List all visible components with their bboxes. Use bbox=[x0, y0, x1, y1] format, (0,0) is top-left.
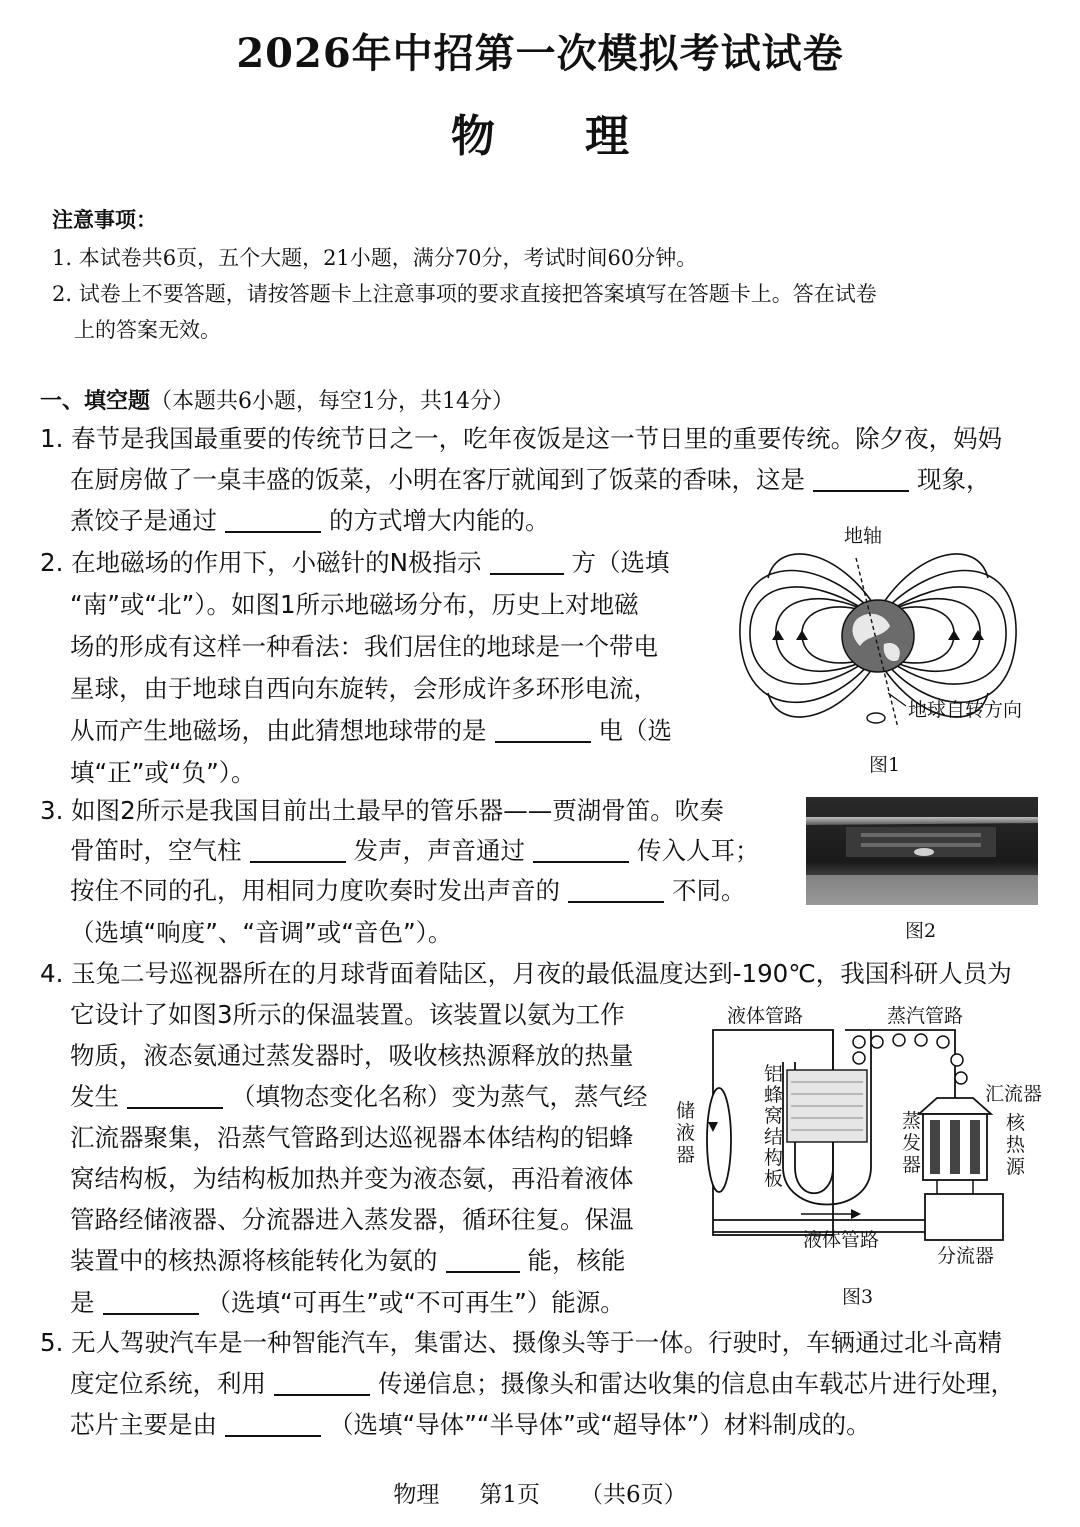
exam-title: 2026年中招第一次模拟考试试卷 bbox=[236, 30, 844, 77]
q4-text-d: 能，核能 bbox=[527, 1246, 626, 1275]
q2-line-4: 星球，由于地球自西向东旋转，会形成许多环形电流， bbox=[70, 674, 658, 703]
q3-text-d: 按住不同的孔，用相同力度吹奏时发出声音的 bbox=[70, 876, 560, 905]
vapor-bubble bbox=[955, 1072, 967, 1084]
q2-text-a: 2. 在地磁场的作用下，小磁针的N极指示 bbox=[40, 548, 482, 577]
arrow-icon bbox=[796, 630, 808, 640]
q2-text-c: 从而产生地磁场，由此猜想地球带的是 bbox=[70, 716, 487, 745]
q4-line-9 bbox=[70, 1282, 625, 1323]
fig3-honeycomb-label: 铝蜂窝结构板 bbox=[764, 1063, 784, 1190]
q4-line-6: 窝结构板，为结构板加热并变为液态氨，再沿着液体 bbox=[70, 1164, 634, 1193]
q4-line-8 bbox=[70, 1240, 626, 1281]
fig3-vapor-pipe: 蒸汽管路 bbox=[887, 1005, 964, 1027]
notice-item-1: 1. 本试卷共6页，五个大题，21小题，满分70分，考试时间60分钟。 bbox=[52, 246, 698, 270]
fig1-rotation-label: 地球自转方向 bbox=[908, 699, 1023, 721]
q2-line-2: “南”或“北”）。如图1所示地磁场分布，历史上对地磁 bbox=[70, 590, 639, 619]
q5-text-c: 芯片主要是由 bbox=[70, 1410, 217, 1439]
fig1-axis-label: 地轴 bbox=[844, 525, 883, 547]
q2-text-b: 方（选填 bbox=[571, 548, 670, 577]
q3-line-3 bbox=[70, 870, 746, 911]
q1-blank-2 bbox=[225, 507, 321, 534]
q5-line-3 bbox=[70, 1404, 871, 1445]
q3-text-e: 不同。 bbox=[672, 876, 746, 905]
fig3-evaporator-label: 蒸发器 bbox=[902, 1110, 922, 1176]
nuclear-source-rod bbox=[970, 1120, 980, 1174]
q5-blank-2 bbox=[225, 1411, 321, 1438]
fig3-nuclear-source-label: 核热源 bbox=[1006, 1112, 1026, 1178]
section-1-note: （本题共6小题，每空1分，共14分） bbox=[150, 389, 515, 414]
q1-text-d: 的方式增大内能的。 bbox=[329, 506, 550, 535]
q3-text-c: 传入人耳； bbox=[637, 836, 760, 865]
collector bbox=[919, 1098, 991, 1114]
figure-1-caption: 图1 bbox=[869, 754, 901, 776]
q4-line-5: 汇流器聚集，沿蒸气管路到达巡视器本体结构的铝蜂 bbox=[70, 1123, 634, 1152]
q2-line-6: 填“正”或“负”）。 bbox=[70, 758, 256, 787]
fig3-liquid-pipe-bottom: 液体管路 bbox=[803, 1229, 880, 1251]
reservoir-tank bbox=[707, 1088, 731, 1192]
q4-text-a: 发生 bbox=[70, 1082, 119, 1111]
fig3-reservoir-label: 储液器 bbox=[676, 1100, 696, 1166]
notice-item-2-cont: 上的答案无效。 bbox=[74, 318, 221, 342]
vapor-bubble bbox=[853, 1052, 865, 1064]
fig3-splitter: 分流器 bbox=[937, 1245, 995, 1267]
q2-blank-1 bbox=[490, 549, 564, 576]
q5-text-b: 传递信息；摄像头和雷达收集的信息由车载芯片进行处理， bbox=[378, 1369, 1015, 1398]
q3-line-1: 3. 如图2所示是我国目前出土最早的管乐器——贾湖骨笛。吹奏 bbox=[40, 796, 724, 825]
q2-blank-2 bbox=[495, 717, 591, 744]
notice-heading: 注意事项： bbox=[52, 207, 157, 232]
subject-title: 物理 bbox=[451, 111, 719, 162]
q4-text-e: 是 bbox=[70, 1288, 95, 1317]
q4-line-3: 物质，液态氨通过蒸发器时，吸收核热源释放的热量 bbox=[70, 1041, 634, 1070]
q1-line-2 bbox=[70, 459, 991, 500]
fig3-liquid-pipe-top: 液体管路 bbox=[727, 1005, 804, 1027]
nuclear-source-rod bbox=[950, 1120, 960, 1174]
q1-blank-1 bbox=[813, 466, 909, 493]
q3-blank-3 bbox=[568, 877, 664, 904]
figure-1-geomagnetic-field bbox=[738, 518, 1028, 783]
q2-line-3: 场的形成有这样一种看法：我们居住的地球是一个带电 bbox=[70, 632, 658, 661]
figure-2-caption: 图2 bbox=[905, 920, 937, 942]
section-1-heading bbox=[40, 384, 514, 415]
q1-text-b: 现象， bbox=[917, 465, 991, 494]
q4-line-4 bbox=[70, 1076, 648, 1117]
vapor-bubble bbox=[937, 1036, 949, 1048]
q5-line-2 bbox=[70, 1363, 1015, 1404]
q5-text-d: （选填“导体”“半导体”或“超导体”）材料制成的。 bbox=[329, 1410, 871, 1439]
q4-line-1: 4. 玉兔二号巡视器所在的月球背面着陆区，月夜的最低温度达到-190℃，我国科研人员为 bbox=[40, 959, 1012, 988]
section-1-title: 一、填空题 bbox=[40, 388, 151, 414]
flow-arrow-icon bbox=[851, 1209, 861, 1219]
q3-line-2 bbox=[70, 830, 760, 871]
q5-blank-1 bbox=[274, 1370, 370, 1397]
label-leader bbox=[888, 693, 906, 706]
earth-globe bbox=[842, 600, 914, 672]
arrow-icon bbox=[772, 630, 784, 640]
q4-blank-1 bbox=[127, 1083, 223, 1110]
vapor-bubble bbox=[893, 1034, 905, 1046]
q5-text-a: 度定位系统，利用 bbox=[70, 1369, 266, 1398]
page-footer bbox=[0, 1476, 1080, 1509]
q4-text-c: 装置中的核热源将核能转化为氨的 bbox=[70, 1246, 438, 1275]
q4-line-2: 它设计了如图3所示的保温装置。该装置以氨为工作 bbox=[70, 1000, 625, 1029]
flute-stand-detail bbox=[861, 833, 981, 837]
q4-text-b: （填物态变化名称）变为蒸气，蒸气经 bbox=[231, 1082, 648, 1111]
q1-line-3 bbox=[70, 500, 550, 541]
flute-stand-light bbox=[914, 848, 934, 856]
q1-text-a: 在厨房做了一桌丰盛的饭菜，小明在客厅就闻到了饭菜的香味，这是 bbox=[70, 465, 805, 494]
q4-blank-3 bbox=[103, 1289, 199, 1316]
q4-blank-2 bbox=[446, 1247, 520, 1274]
q3-blank-2 bbox=[533, 837, 629, 864]
q5-line-1: 5. 无人驾驶汽车是一种智能汽车，集雷达、摄像头等于一体。行驶时，车辆通过北斗高精 bbox=[40, 1328, 1003, 1357]
notice-item-2: 2. 试卷上不要答题，请按答题卡上注意事项的要求直接把答案填写在答题卡上。答在试卷 bbox=[52, 282, 877, 306]
footer-subject: 物理 bbox=[393, 1482, 440, 1508]
q1-text-c: 煮饺子是通过 bbox=[70, 506, 217, 535]
fig3-collector: 汇流器 bbox=[985, 1083, 1043, 1105]
arrow-icon bbox=[948, 630, 960, 640]
q3-text-a: 骨笛时，空气柱 bbox=[70, 836, 242, 865]
figure-3-caption: 图3 bbox=[842, 1286, 874, 1308]
arrow-icon bbox=[972, 630, 984, 640]
vapor-bubble bbox=[871, 1036, 883, 1048]
q2-text-d: 电（选 bbox=[598, 716, 672, 745]
figure-2-bone-flute-photo bbox=[806, 797, 1038, 905]
q4-line-7: 管路经储液器、分流器进入蒸发器，循环往复。保温 bbox=[70, 1205, 634, 1234]
q4-text-f: （选填“可再生”或“不可再生”）能源。 bbox=[206, 1288, 625, 1317]
footer-total: （共6页） bbox=[580, 1482, 687, 1508]
flute-stand-detail bbox=[861, 843, 981, 847]
footer-page: 第1页 bbox=[479, 1482, 540, 1508]
q3-text-b: 发声，声音通过 bbox=[353, 836, 525, 865]
q3-blank-1 bbox=[250, 837, 346, 864]
rotation-direction-icon bbox=[867, 713, 885, 723]
vapor-bubble bbox=[951, 1054, 963, 1066]
nuclear-source-rod bbox=[930, 1120, 940, 1174]
vapor-bubble bbox=[853, 1036, 865, 1048]
q2-line-5 bbox=[70, 710, 672, 751]
vapor-bubble bbox=[915, 1034, 927, 1046]
photo-base bbox=[806, 875, 1038, 905]
q2-line-1 bbox=[40, 542, 670, 583]
q3-line-4: （选填“响度”、“音调”或“音色”）。 bbox=[70, 918, 453, 947]
figure-3-insulation-device bbox=[675, 1002, 1050, 1280]
splitter-box bbox=[925, 1194, 1003, 1240]
q1-line-1: 1. 春节是我国最重要的传统节日之一，吃年夜饭是这一节日里的重要传统。除夕夜，妈妈 bbox=[40, 424, 1003, 453]
